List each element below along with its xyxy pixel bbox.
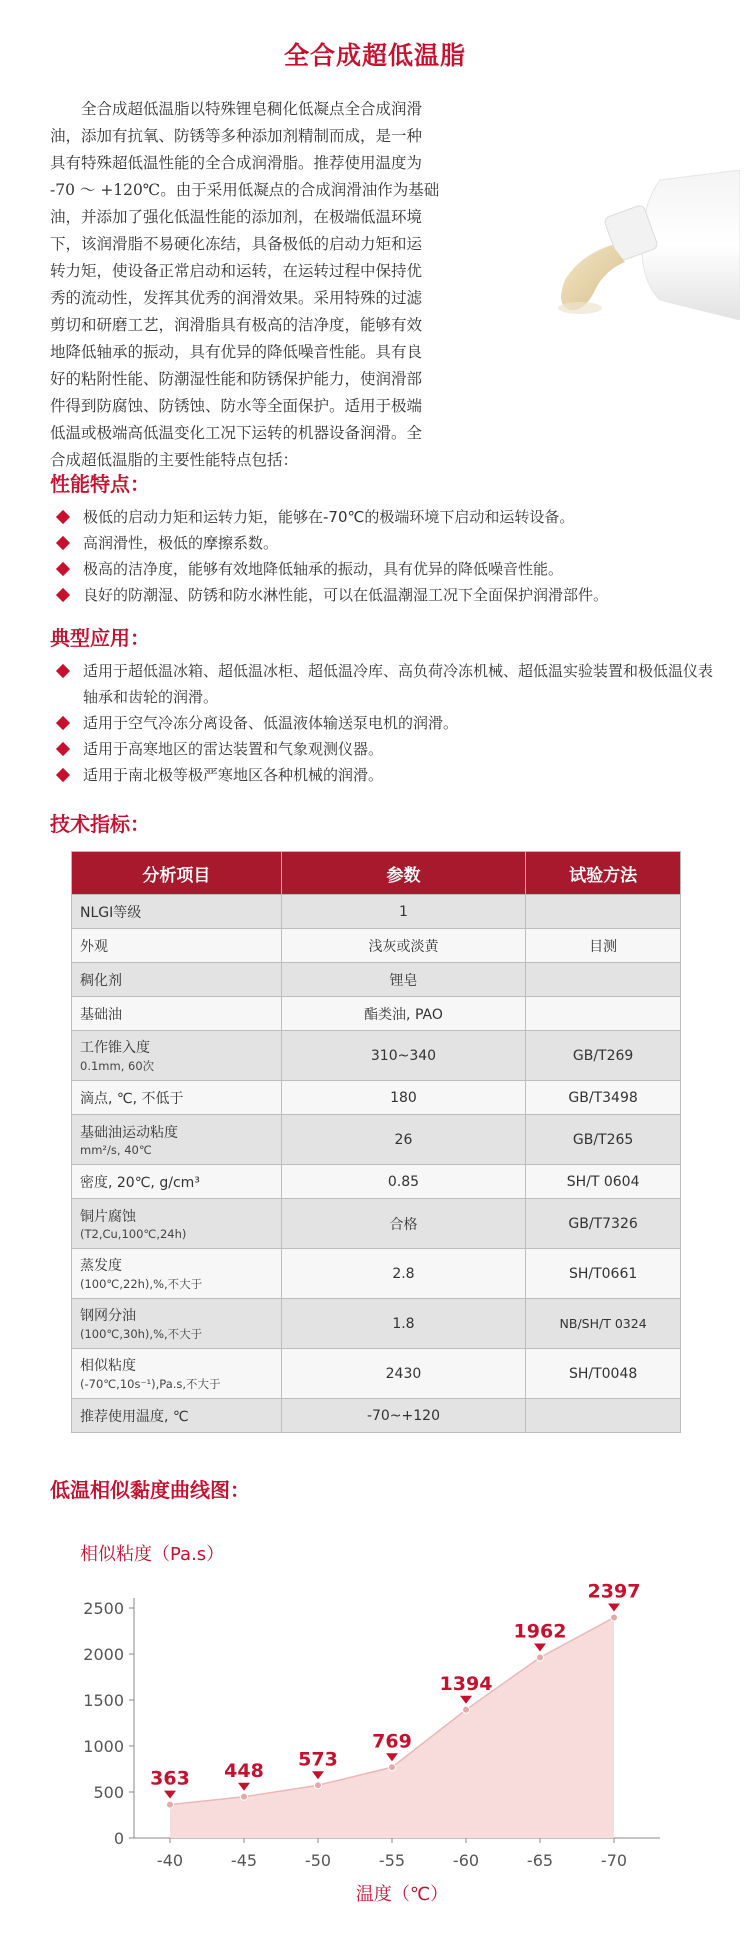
data-label: 448 (224, 1759, 264, 1782)
table-row (72, 1399, 681, 1433)
y-tick-label: 1000 (83, 1737, 124, 1756)
spec-item-name: 密度, 20℃, g/cm³ (80, 1174, 200, 1191)
table-row (72, 1299, 681, 1349)
spec-method-cell: GB/T7326 (526, 1199, 681, 1249)
x-tick-label: -40 (156, 1851, 184, 1870)
spec-value-cell: -70~+120 (281, 1399, 526, 1433)
spec-item-name: 推荐使用温度, ℃ (80, 1408, 189, 1425)
column-header: 分析项目 (72, 852, 282, 895)
intro-line: 地降低轴承的振动，具有优异的降低噪音性能。具有良 (50, 343, 423, 361)
spec-item-condition: (T2,Cu,100℃,24h) (80, 1227, 187, 1241)
spec-item-condition: (100℃,30h),%,不大于 (80, 1327, 203, 1341)
marker-triangle-icon (238, 1783, 250, 1791)
spec-item-cell (72, 1399, 282, 1433)
grease-tube-image (540, 170, 740, 335)
list-item: 良好的防潮湿、防锈和防水淋性能，可以在低温潮湿工况下全面保护润滑部件。 (56, 582, 746, 608)
list-item: 适用于空气冷冻分离设备、低温液体输送泵电机的润滑。 (56, 710, 716, 736)
spec-method-cell: GB/T265 (526, 1115, 681, 1165)
y-tick-label: 0 (113, 1829, 124, 1848)
spec-item-name: 外观 (80, 938, 108, 955)
table-row (72, 997, 681, 1031)
data-point (463, 1706, 470, 1713)
diamond-bullet-icon (56, 716, 70, 730)
data-label: 1394 (439, 1672, 493, 1695)
data-label: 1962 (513, 1620, 567, 1643)
spec-item-cell (72, 895, 282, 929)
spec-item-cell (72, 1249, 282, 1299)
intro-line: 合成超低温脂的主要性能特点包括： (50, 451, 299, 469)
page-title: 全合成超低温脂 (283, 41, 466, 70)
spec-item-cell (72, 1199, 282, 1249)
diamond-bullet-icon (56, 510, 70, 524)
spec-method-cell (526, 997, 681, 1031)
spec-value-cell: 浅灰或淡黄 (281, 929, 526, 963)
intro-line: 油，添加有抗氧、防锈等多种添加剂精制而成，是一种 (50, 127, 423, 145)
data-label: 363 (150, 1767, 190, 1790)
x-tick-label: -50 (304, 1851, 332, 1870)
spec-value-cell: 合格 (281, 1199, 526, 1249)
diamond-bullet-icon (56, 664, 70, 678)
intro-line: -70 ～ +120℃。由于采用低凝点的合成润滑油作为基础 (50, 181, 440, 199)
spec-item-cell (72, 1165, 282, 1199)
intro-line: 具有特殊超低温性能的全合成润滑脂。推荐使用温度为 (50, 154, 423, 172)
column-header: 试验方法 (526, 852, 681, 895)
viscosity-chart (50, 1520, 690, 1920)
intro-line: 全合成超低温脂以特殊锂皂稠化低凝点全合成润滑 (50, 100, 423, 118)
intro-paragraph (50, 96, 530, 474)
spec-method-cell (526, 895, 681, 929)
y-tick-label: 500 (93, 1783, 124, 1802)
y-tick-label: 2000 (83, 1645, 124, 1664)
data-label: 573 (298, 1748, 338, 1771)
marker-triangle-icon (386, 1753, 398, 1761)
spec-value-cell: 2.8 (281, 1249, 526, 1299)
table-row (72, 1031, 681, 1081)
table-row (72, 1249, 681, 1299)
spec-item-cell (72, 963, 282, 997)
list-item: 极高的洁净度，能够有效地降低轴承的振动，具有优异的降低噪音性能。 (56, 556, 746, 582)
table-row (72, 895, 681, 929)
applications-list (56, 658, 716, 788)
table-header-row (72, 852, 681, 895)
x-tick-label: -55 (378, 1851, 406, 1870)
spec-value-cell: 310~340 (281, 1031, 526, 1081)
features-list (56, 504, 746, 608)
spec-item-name: 铜片腐蚀 (80, 1209, 136, 1225)
data-point (167, 1801, 174, 1808)
spec-item-name: 钢网分油 (80, 1308, 136, 1324)
diamond-bullet-icon (56, 588, 70, 602)
spec-item-condition: (-70℃,10s⁻¹),Pa.s,不大于 (80, 1377, 221, 1391)
marker-triangle-icon (534, 1643, 546, 1651)
marker-triangle-icon (164, 1791, 176, 1799)
spec-item-name: 稠化剂 (80, 972, 122, 989)
data-point (537, 1654, 544, 1661)
x-tick-label: -65 (526, 1851, 554, 1870)
spec-table (71, 851, 681, 1433)
diamond-bullet-icon (56, 742, 70, 756)
spec-item-condition: mm²/s, 40℃ (80, 1143, 152, 1157)
spec-item-name: NLGI等级 (80, 904, 142, 921)
spec-value-cell: 2430 (281, 1349, 526, 1399)
specs-section-title: 技术指标： (50, 812, 150, 836)
spec-item-cell (72, 1349, 282, 1399)
table-row (72, 963, 681, 997)
y-tick-label: 1500 (83, 1691, 124, 1710)
spec-item-name: 蒸发度 (80, 1258, 122, 1274)
table-row (72, 1081, 681, 1115)
spec-method-cell: NB/SH/T 0324 (526, 1299, 681, 1349)
intro-line: 剪切和研磨工艺，润滑脂具有极高的洁净度，能够有效 (50, 316, 423, 334)
intro-line: 油，并添加了强化低温性能的添加剂，在极端低温环境 (50, 208, 423, 226)
list-item: 高润滑性，极低的摩擦系数。 (56, 530, 746, 556)
x-tick-label: -60 (452, 1851, 480, 1870)
table-row (72, 1115, 681, 1165)
list-item: 适用于高寒地区的雷达装置和气象观测仪器。 (56, 736, 716, 762)
table-row (72, 1165, 681, 1199)
spec-item-cell (72, 1081, 282, 1115)
intro-line: 低温或极端高低温变化工况下运转的机器设备润滑。全 (50, 424, 423, 442)
spec-value-cell: 1 (281, 895, 526, 929)
spec-item-name: 相似粘度 (80, 1358, 136, 1374)
spec-method-cell: 目测 (526, 929, 681, 963)
diamond-bullet-icon (56, 536, 70, 550)
applications-section-title: 典型应用： (50, 626, 150, 650)
x-tick-label: -45 (230, 1851, 258, 1870)
spec-item-cell (72, 929, 282, 963)
marker-triangle-icon (460, 1696, 472, 1704)
data-point (315, 1782, 322, 1789)
intro-line: 转力矩，使设备正常启动和运转，在运转过程中保持优 (50, 262, 423, 280)
spec-value-cell: 26 (281, 1115, 526, 1165)
diamond-bullet-icon (56, 562, 70, 576)
spec-item-cell (72, 997, 282, 1031)
spec-item-name: 工作锥入度 (80, 1040, 150, 1056)
spec-item-cell (72, 1299, 282, 1349)
spec-method-cell: GB/T269 (526, 1031, 681, 1081)
column-header: 参数 (281, 852, 526, 895)
spec-value-cell: 锂皂 (281, 963, 526, 997)
intro-line: 秀的流动性，发挥其优秀的润滑效果。采用特殊的过滤 (50, 289, 423, 307)
features-section-title: 性能特点： (50, 472, 150, 496)
spec-method-cell: SH/T0661 (526, 1249, 681, 1299)
spec-item-cell (72, 1031, 282, 1081)
spec-method-cell (526, 963, 681, 997)
spec-item-condition: (100℃,22h),%,不大于 (80, 1277, 203, 1291)
data-label: 2397 (587, 1580, 641, 1603)
table-row (72, 1199, 681, 1249)
spec-method-cell: GB/T3498 (526, 1081, 681, 1115)
intro-line: 好的粘附性能、防潮湿性能和防锈保护能力，使润滑部 (50, 370, 423, 388)
area-fill (170, 1617, 614, 1838)
intro-line: 件得到防腐蚀、防锈蚀、防水等全面保护。适用于极端 (50, 397, 423, 415)
data-point (241, 1793, 248, 1800)
spec-value-cell: 酯类油, PAO (281, 997, 526, 1031)
x-tick-label: -70 (600, 1851, 628, 1870)
list-item: 适用于南北极等极严寒地区各种机械的润滑。 (56, 762, 716, 788)
spec-value-cell: 1.8 (281, 1299, 526, 1349)
spec-item-condition: 0.1mm, 60次 (80, 1059, 155, 1073)
data-label: 769 (372, 1730, 412, 1753)
spec-method-cell: SH/T 0604 (526, 1165, 681, 1199)
spec-item-name: 基础油运动粘度 (80, 1125, 178, 1141)
list-item: 极低的启动力矩和运转力矩，能够在-70℃的极端环境下启动和运转设备。 (56, 504, 746, 530)
table-row (72, 1349, 681, 1399)
spec-item-name: 滴点, ℃, 不低于 (80, 1090, 184, 1107)
spec-method-cell: SH/T0048 (526, 1349, 681, 1399)
list-item: 适用于超低温冰箱、超低温冰柜、超低温冷库、高负荷冷冻机械、超低温实验装置和极低温仪表轴承和齿轮的润滑。 (56, 658, 716, 710)
spec-method-cell (526, 1399, 681, 1433)
spec-value-cell: 0.85 (281, 1165, 526, 1199)
table-row (72, 929, 681, 963)
y-tick-label: 2500 (83, 1599, 124, 1618)
x-axis-label: 温度（℃） (355, 1884, 449, 1905)
diamond-bullet-icon (56, 768, 70, 782)
spec-item-cell (72, 1115, 282, 1165)
y-axis-label: 相似粘度（Pa.s） (80, 1544, 225, 1565)
intro-line: 下，该润滑脂不易硬化冻结，具备极低的启动力矩和运 (50, 235, 423, 253)
spec-value-cell: 180 (281, 1081, 526, 1115)
marker-triangle-icon (312, 1771, 324, 1779)
spec-item-name: 基础油 (80, 1006, 122, 1023)
data-point (389, 1764, 396, 1771)
viscosity-section-title: 低温相似黏度曲线图： (50, 1478, 250, 1502)
marker-triangle-icon (608, 1603, 620, 1611)
data-point (611, 1614, 618, 1621)
